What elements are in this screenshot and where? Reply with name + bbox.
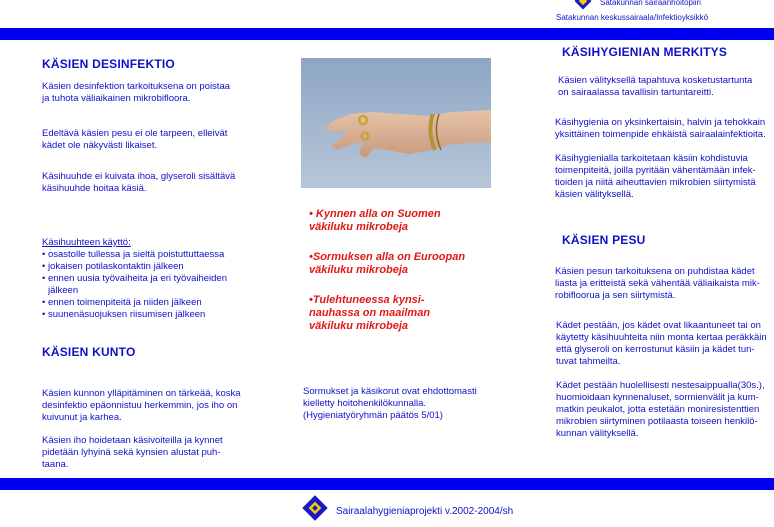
pesu-title: KÄSIEN PESU (562, 233, 646, 247)
merkitys-p3: Käsihygienialla tarkoitetaan käsiin kohdistuvia toimenpiteitä, joilla pyritään vähentämään infek- tioiden ja niitä aiheuttavien mikrobien siirtymistä käsien välityksellä. (555, 153, 756, 200)
kaytto-list (42, 249, 227, 321)
merkitys-p2: Käsihygienia on yksinkertaisin, halvin ja tehokkain yksittäinen toimenpide ehkäistä sairaalainfektioita. (555, 117, 766, 140)
footer-text: Sairaalahygieniaprojekti v.2002-2004/sh (336, 506, 514, 517)
footer-logo (302, 495, 328, 521)
red-fact-1: • Kynnen alla on Suomen väkiluku mikrobeja (309, 208, 441, 233)
desinfektio-title: KÄSIEN DESINFEKTIO (42, 57, 175, 71)
pesu-p3: Kädet pestään huolellisesti nestesaippualla(30s.), huomioidaan kynnenaluset, sormienvälit ja kum- matkin peukalot, jotta estetään moniresistenttien mikrobien siirtyminen potilaasta toiseen henkilö- kunnan välityksellä. (556, 380, 765, 439)
kunto-title: KÄSIEN KUNTO (42, 345, 136, 359)
list-item: • jokaisen potilaskontaktin jälkeen (42, 261, 184, 272)
hand-with-rings-photo (301, 58, 491, 188)
pesu-p2: Kädet pestään, jos kädet ovat likaantuneet tai on käytetty käsihuuhteita niin monta kertaa peräkkäin että glyseroli on kerrostunut käsiin ja kädet tun- tuvat tahmeilta. (556, 320, 767, 367)
desinfektio-p1: Käsien desinfektion tarkoituksena on poistaa ja tuhota väliaikainen mikrobifloora. (42, 81, 231, 104)
list-item: • suunenäsuojuksen riisumisen jälkeen (42, 309, 206, 320)
ring-ban-note: Sormukset ja käsikorut ovat ehdottomasti kielletty hoitohenkilökunnalla. (Hygieniatyöryhmän päätös 5/01) (303, 386, 477, 421)
desinfektio-p3: Käsihuuhde ei kuivata ihoa, glyseroli sisältävä käsihuuhde hoitaa käsiä. (42, 171, 236, 194)
kaytto-title: Käsihuuhteen käyttö: (42, 237, 131, 248)
kunto-p2: Käsien iho hoidetaan käsivoiteilla ja kynnet pidetään lyhyinä sekä kynsien alustat puh- taana. (42, 435, 223, 470)
list-item: • ennen toimenpiteitä ja niiden jälkeen (42, 297, 202, 308)
red-fact-3: •Tulehtuneessa kynsi- nauhassa on maailman väkiluku mikrobeja (309, 294, 431, 332)
top-band (0, 28, 774, 40)
list-item: jälkeen (48, 285, 79, 296)
bottom-band (0, 478, 774, 490)
merkitys-p1: Käsien välityksellä tapahtuva kosketustartunta on sairaalassa tavallisin tartuntareitti. (558, 75, 753, 98)
org-line-2: Satakunnan keskussairaala/Infektioyksikkö (556, 13, 709, 22)
desinfektio-p2: Edeltävä käsien pesu ei ole tarpeen, elleivät kädet ole näkyvästi likaiset. (42, 128, 228, 151)
list-item: • ennen uusia työvaiheita ja eri työvaiheiden (42, 273, 228, 284)
org-line-1: Satakunnan sairaanhoitopiiri (600, 0, 701, 7)
list-item: • osastolle tullessa ja sieltä poistuttuttaessa (42, 249, 225, 260)
header-logo (574, 0, 592, 10)
merkitys-title: KÄSIHYGIENIAN MERKITYS (562, 45, 728, 59)
red-fact-2: •Sormuksen alla on Euroopan väkiluku mikrobeja (309, 251, 466, 276)
kunto-p1: Käsien kunnon ylläpitäminen on tärkeää, koska desinfektio epäonnistuu herkemmin, jos iho on kuivunut ja karhea. (42, 388, 241, 423)
pesu-p1: Käsien pesun tarkoituksena on puhdistaa kädet liasta ja eritteistä sekä vähentää väliaikaista mik- robifloorua ja sen siirtymistä. (555, 266, 760, 301)
